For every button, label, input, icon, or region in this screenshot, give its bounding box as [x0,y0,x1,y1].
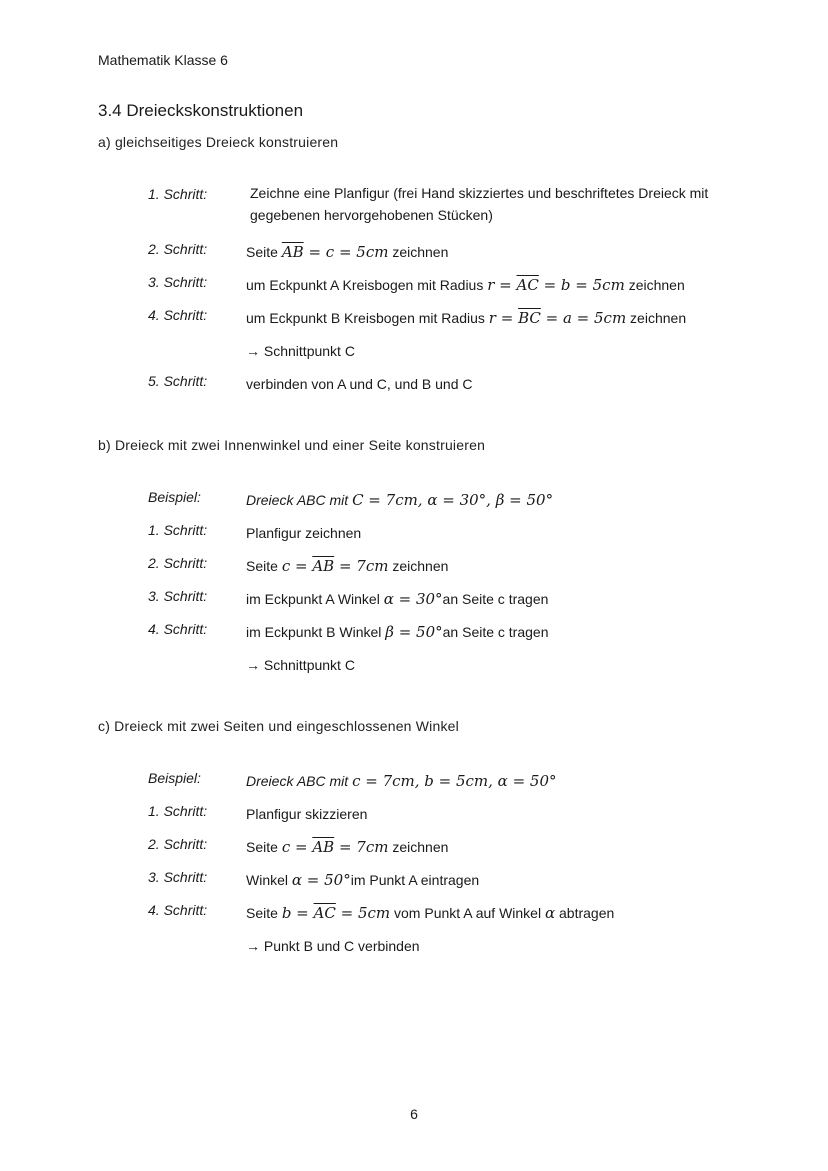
step-text: im Eckpunkt A Winkel α = 30°an Seite c tragen [246,590,549,608]
part-a-heading: a) gleichseitiges Dreieck konstruieren [98,134,339,150]
step-text: Winkel α = 50°im Punkt A eintragen [246,871,480,889]
example-text: Dreieck ABC mit C = 7cm, α = 30°, β = 50° [246,491,554,509]
step-label: 1. Schritt: [148,186,208,202]
example-text: Dreieck ABC mit c = 7cm, b = 5cm, α = 50° [246,772,557,790]
step-label: 4. Schritt: [148,621,208,637]
arrow-text: → Schnittpunkt C [246,343,355,359]
step-text: Seite $c = \overline{AB} = 7cm$ zeichnen [246,557,449,575]
step-label: 2. Schritt: [148,241,208,257]
step-label: 3. Schritt: [148,274,208,290]
step-text: Zeichne eine Planfigur (frei Hand skizziertes und beschriftetes Dreieck mit gegebenen hervorgehobenen Stücken) [250,185,709,223]
segment-bc: $\overline{BC}$ [518,309,541,327]
page-number: 6 [410,1106,418,1122]
step-text: verbinden von A und C, und B und C [246,376,473,392]
page-header: Mathematik Klasse 6 [98,52,228,68]
example-label: Beispiel: [148,489,201,505]
step-label: 2. Schritt: [148,836,208,852]
step-text: um Eckpunkt B Kreisbogen mit Radius $r = \overline{BC} = a = 5cm$ zeichnen [246,309,687,327]
step-text: um Eckpunkt A Kreisbogen mit Radius $r = \overline{AC} = b = 5cm$ zeichnen [246,276,685,294]
step-label: 3. Schritt: [148,588,208,604]
step-text: Seite $b = \overline{AC} = 5cm$ vom Punkt A auf Winkel α abtragen [246,904,615,922]
step-label: 5. Schritt: [148,373,208,389]
segment-ab: $\overline{AB}$ [312,557,335,575]
part-c-heading: c) Dreieck mit zwei Seiten und eingeschlossenen Winkel [98,718,459,734]
section-title: 3.4 Dreieckskonstruktionen [98,101,304,120]
segment-ac: $\overline{AC}$ [313,904,336,922]
step-label: 4. Schritt: [148,307,208,323]
step-label: 4. Schritt: [148,902,208,918]
part-b-heading: b) Dreieck mit zwei Innenwinkel und einer Seite konstruieren [98,437,486,453]
segment-ac: $\overline{AC}$ [516,276,539,294]
arrow-text: → Punkt B und C verbinden [246,938,420,954]
step-text: Seite $\overline{AB} = c = 5cm$ zeichnen [246,243,449,261]
segment-ab: $\overline{AB}$ [281,243,304,261]
step-text: Seite $c = \overline{AB} = 7cm$ zeichnen [246,838,449,856]
segment-ab: $\overline{AB}$ [312,838,335,856]
step-label: 2. Schritt: [148,555,208,571]
step-text: Planfigur skizzieren [246,806,368,822]
step-text: im Eckpunkt B Winkel β = 50°an Seite c tragen [246,623,549,641]
step-label: 1. Schritt: [148,522,208,538]
arrow-text: → Schnittpunkt C [246,657,355,673]
step-label: 3. Schritt: [148,869,208,885]
example-label: Beispiel: [148,770,201,786]
step-label: 1. Schritt: [148,803,208,819]
step-text: Planfigur zeichnen [246,525,362,541]
